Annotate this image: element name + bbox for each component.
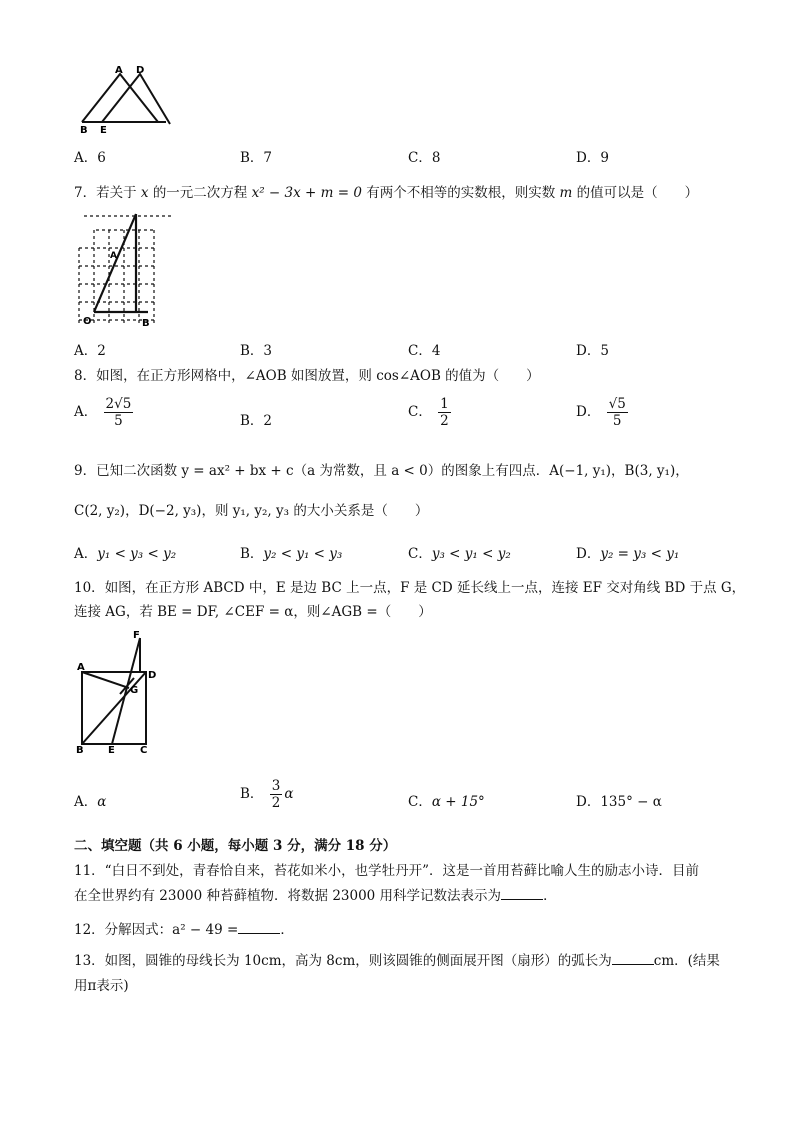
q7-stem: 7．若关于 x 的一元二次方程 x² − 3x + m = 0 有两个不相等的实数根，则实数 m 的值可以是（ ） bbox=[74, 185, 699, 201]
q9-option-a[interactable]: A．y₁ < y₃ < y₂ bbox=[74, 546, 177, 562]
q11-answer-blank[interactable] bbox=[501, 887, 543, 900]
q6-label-a: A bbox=[115, 65, 123, 76]
q6-figure bbox=[70, 62, 180, 134]
q10-stem-line1: 10．如图，在正方形 ABCD 中，E 是边 BC 上一点，F 是 CD 延长线上一点，连接 EF 交对角线 BD 于点 G， bbox=[74, 580, 746, 596]
q11-line1: 11．“白日不到处，青春恰自来，苔花如米小，也学牡丹开”．这是一首用苔藓比喻人生的励志小诗．目前 bbox=[74, 863, 699, 879]
q7-grid-figure bbox=[74, 208, 184, 332]
q8-option-a[interactable]: A． $\frac{2√5}{5}$ bbox=[74, 396, 132, 429]
q10-option-a[interactable]: A．α bbox=[74, 794, 107, 810]
q7-option-c[interactable]: C．4 bbox=[408, 343, 441, 359]
q9-stem-line1: 9．已知二次函数 y = ax² + bx + c（a 为常数，且 a < 0）的图象上有四点．A(−1, y₁)，B(3, y₁)， bbox=[74, 463, 689, 479]
q10-label-b: B bbox=[76, 745, 84, 754]
q10-label-c: C bbox=[140, 745, 148, 754]
q10-stem-line2: 连接 AG，若 BE = DF, ∠CEF = α，则∠AGB =（ ） bbox=[74, 604, 432, 620]
q8-option-d[interactable]: D． $\frac{√5}{5}$ bbox=[576, 396, 626, 429]
q6-option-a[interactable]: A．6 bbox=[74, 150, 106, 166]
q13-line2: 用π表示) bbox=[74, 978, 129, 994]
q7-option-b[interactable]: B．3 bbox=[240, 343, 273, 359]
q9-stem-line2: C(2, y₂)，D(−2, y₃)，则 y₁, y₂, y₃ 的大小关系是（ ） bbox=[74, 503, 429, 519]
q6-label-b: B bbox=[80, 125, 88, 134]
q12-line: 12．分解因式：a² − 49 = ． bbox=[74, 922, 294, 938]
q7-label-o: O bbox=[83, 316, 92, 327]
section-title: 二、填空题（共 6 小题，每小题 3 分，满分 18 分） bbox=[74, 838, 397, 854]
q7-label-b: B bbox=[142, 318, 150, 329]
q13-answer-blank[interactable] bbox=[612, 952, 654, 965]
q9-option-b[interactable]: B．y₂ < y₁ < y₃ bbox=[240, 546, 343, 562]
q6-option-b[interactable]: B．7 bbox=[240, 150, 273, 166]
q7-option-d[interactable]: D．5 bbox=[576, 343, 609, 359]
q10-label-f: F bbox=[133, 630, 140, 641]
q10-label-d: D bbox=[148, 670, 157, 681]
q7-equation: x² − 3x + m = 0 bbox=[251, 185, 362, 201]
q11-line2: 在全世界约有 23000 种苔藓植物．将数据 23000 用科学记数法表示为 ． bbox=[74, 888, 557, 904]
q9-option-d[interactable]: D．y₂ = y₃ < y₁ bbox=[576, 546, 680, 562]
q6-option-d[interactable]: D．9 bbox=[576, 150, 609, 166]
q6-option-c[interactable]: C．8 bbox=[408, 150, 441, 166]
q6-label-d: D bbox=[136, 65, 145, 76]
q10-option-b[interactable]: B． $\frac{3}{2}$ α bbox=[240, 778, 294, 811]
q8-stem: 8．如图，在正方形网格中，∠AOB 如图放置，则 cos∠AOB 的值为（ ） bbox=[74, 368, 540, 384]
q12-answer-blank[interactable] bbox=[238, 921, 280, 934]
q10-option-d[interactable]: D．135° − α bbox=[576, 794, 662, 810]
q10-option-c[interactable]: C．α + 15° bbox=[408, 794, 485, 810]
q9-option-c[interactable]: C．y₃ < y₁ < y₂ bbox=[408, 546, 511, 562]
q7-option-a[interactable]: A．2 bbox=[74, 343, 106, 359]
q13-line1: 13．如图，圆锥的母线长为 10cm，高为 8cm，则该圆锥的侧面展开图（扇形）的弧长为 cm．(结果 bbox=[74, 953, 720, 969]
q6-label-e: E bbox=[100, 125, 107, 134]
q10-label-e: E bbox=[108, 745, 115, 754]
q7-label-a: A bbox=[110, 251, 117, 261]
q8-option-b[interactable]: B．2 bbox=[240, 413, 273, 429]
q10-square-figure bbox=[72, 630, 162, 754]
q10-label-g: G bbox=[130, 685, 139, 696]
q10-label-a: A bbox=[77, 662, 85, 673]
q8-option-c[interactable]: C． $\frac{1}{2}$ bbox=[408, 396, 449, 429]
